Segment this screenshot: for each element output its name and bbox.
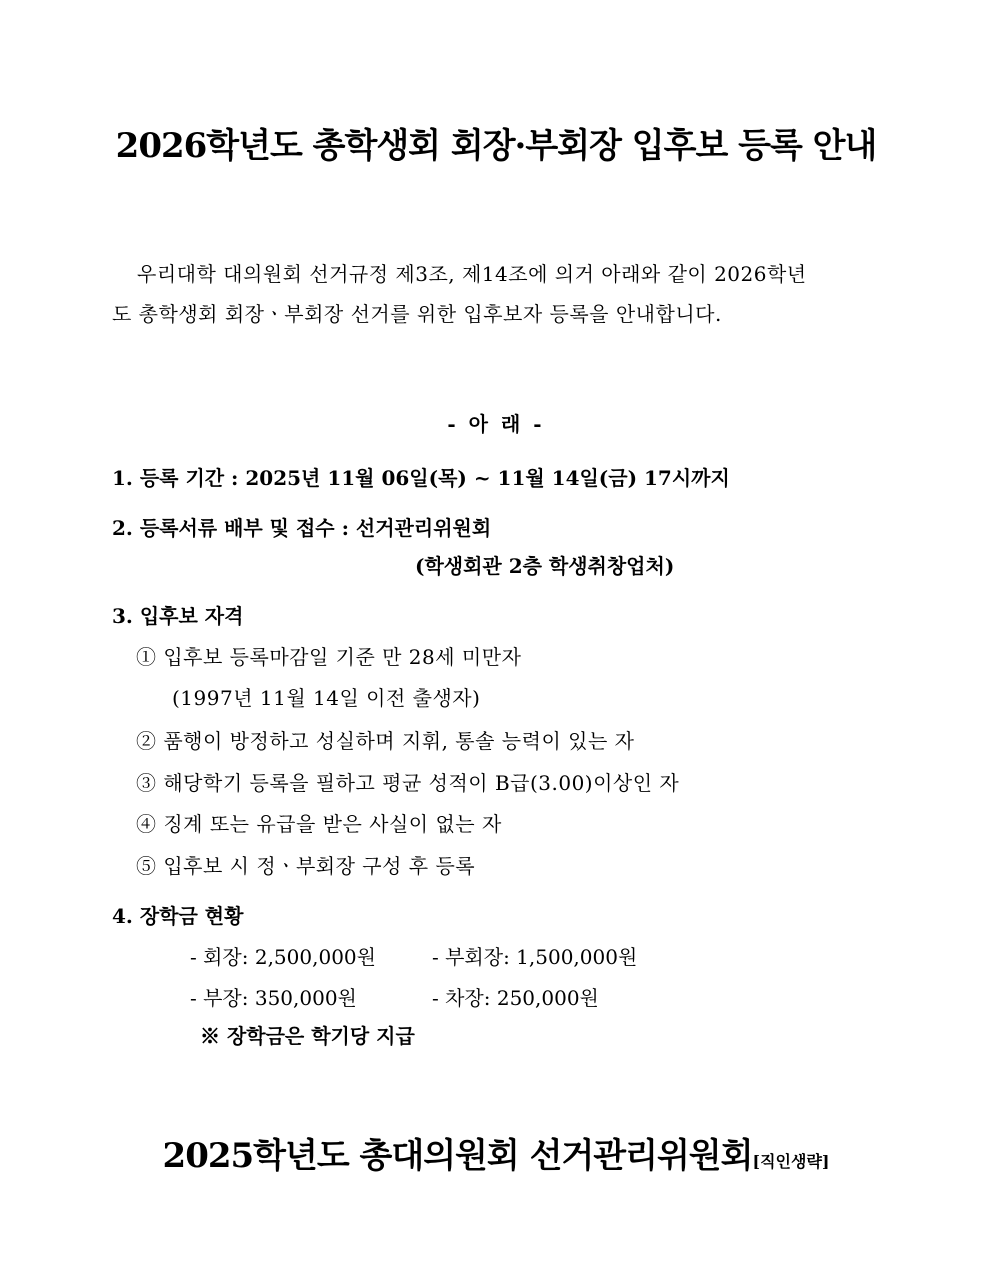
qualification-item-5: ⑤ 입후보 시 정ㆍ부회장 구성 후 등록	[136, 854, 476, 878]
scholarship-department-head: - 부장: 350,000원	[190, 986, 357, 1010]
qualification-heading: 3. 입후보 자격	[112, 604, 244, 628]
qualification-item-2: ② 품행이 방정하고 성실하며 지휘, 통솔 능력이 있는 자	[136, 729, 635, 753]
section-divider-label: - 아 래 -	[447, 412, 545, 436]
issuer-signature-line	[0, 1128, 992, 1177]
scholarship-note: ※ 장학금은 학기당 지급	[200, 1024, 415, 1048]
intro-line-2: 도 총학생회 회장ㆍ부회장 선거를 위한 입후보자 등록을 안내합니다.	[112, 302, 722, 326]
scholarship-deputy-head: - 차장: 250,000원	[432, 986, 599, 1010]
qualification-item-3: ③ 해당학기 등록을 필하고 평균 성적이 B급(3.00)이상인 자	[136, 771, 680, 795]
qualification-item-1-note: (1997년 11월 14일 이전 출생자)	[172, 686, 481, 710]
documents-heading: 2. 등록서류 배부 및 접수 : 선거관리위원회	[112, 516, 492, 540]
issuer-name: 2025학년도 총대의원회 선거관리위원회	[162, 1136, 753, 1176]
registration-period: 1. 등록 기간 : 2025년 11월 06일(목) ~ 11월 14일(금) 17시까지	[112, 466, 730, 490]
scholarship-vice-president: - 부회장: 1,500,000원	[432, 945, 638, 969]
scholarship-heading: 4. 장학금 현황	[112, 904, 244, 928]
qualification-item-1: ① 입후보 등록마감일 기준 만 28세 미만자	[136, 645, 522, 669]
qualification-item-4: ④ 징계 또는 유급을 받은 사실이 없는 자	[136, 812, 502, 836]
intro-line-1: 우리대학 대의원회 선거규정 제3조, 제14조에 의거 아래와 같이 2026학년	[137, 262, 807, 286]
seal-omitted-note: [직인생략]	[752, 1152, 830, 1171]
document-title: 2026학년도 총학생회 회장·부회장 입후보 등록 안내	[115, 126, 877, 166]
scholarship-president: - 회장: 2,500,000원	[190, 945, 376, 969]
documents-location: (학생회관 2층 학생취창업처)	[415, 554, 675, 578]
